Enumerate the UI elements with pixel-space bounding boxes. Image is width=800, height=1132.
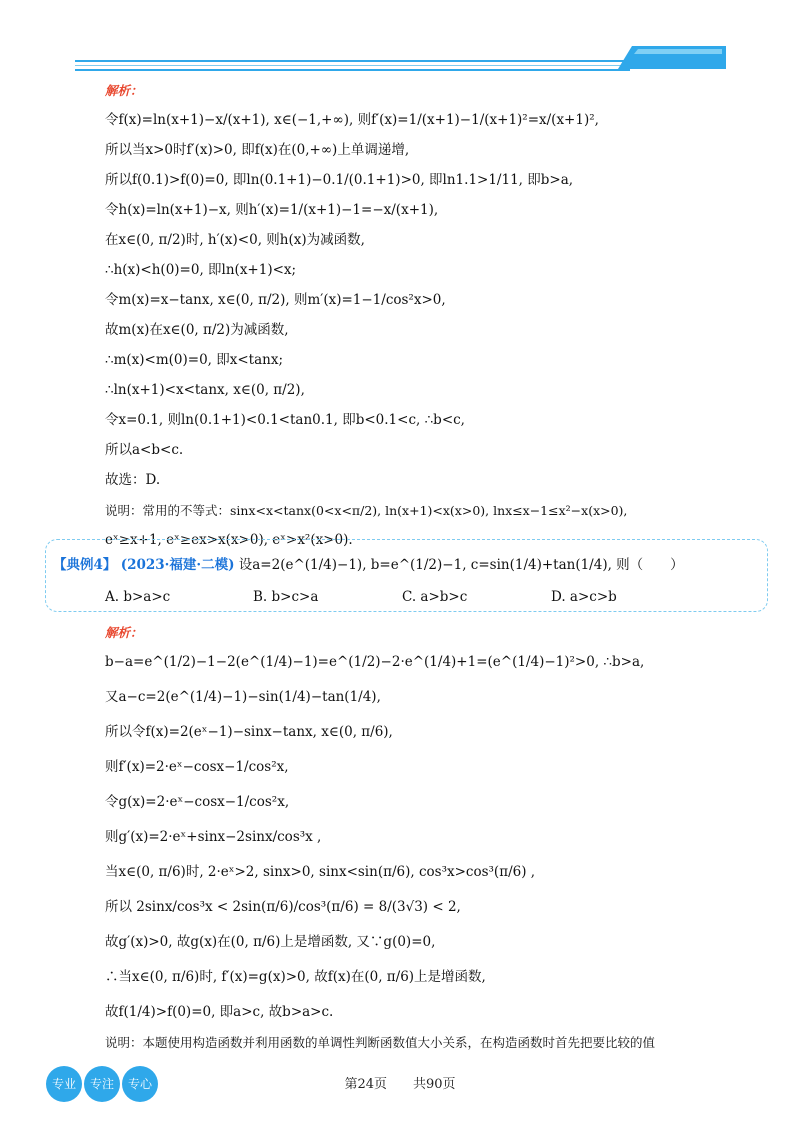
solution-label: 解析：	[105, 625, 143, 640]
solution-line: 所以a<b<c.	[105, 442, 184, 458]
option-a: A. b>a>c	[105, 589, 171, 605]
solution-line: 则f′(x)=2·eˣ−cosx−1/cos²x,	[105, 759, 289, 775]
solution-line: 令m(x)=x−tanx, x∈(0, π/2), 则m′(x)=1−1/cos²x>0,	[105, 292, 446, 308]
solution-line: 所以令f(x)=2(eˣ−1)−sinx−tanx, x∈(0, π/6),	[105, 724, 393, 740]
solution-2	[105, 618, 725, 1051]
solution-line: 故选：D.	[105, 472, 161, 488]
solution-1	[105, 76, 725, 549]
solution-label: 解析：	[105, 83, 143, 98]
solution-line: 又a−c=2(e^(1/4)−1)−sin(1/4)−tan(1/4),	[105, 689, 381, 705]
solution-line: 令g(x)=2·eˣ−cosx−1/cos²x,	[105, 794, 290, 810]
problem-source: (2023·福建·二模)	[120, 557, 235, 573]
solution-line: 故m(x)在x∈(0, π/2)为减函数,	[105, 322, 289, 338]
note-line: eˣ≥x+1, eˣ≥ex>x(x>0), eˣ>x²(x>0).	[105, 532, 353, 548]
solution-line: 令x=0.1, 则ln(0.1+1)<0.1<tan0.1, 即b<0.1<c, ∴b<c,	[105, 412, 465, 428]
problem-text: 设a=2(e^(1/4)−1), b=e^(1/2)−1, c=sin(1/4)+tan(1/4), 则（ ）	[238, 557, 684, 573]
solution-line: 所以当x>0时f′(x)>0, 即f(x)在(0,+∞)上单调递增,	[105, 142, 410, 158]
badge-zhuanye: 专业	[46, 1066, 82, 1102]
option-b: B. b>c>a	[253, 589, 319, 605]
solution-line: 故g′(x)>0, 故g(x)在(0, π/6)上是增函数, 又∵g(0)=0,	[105, 934, 436, 950]
option-c: C. a>b>c	[402, 589, 468, 605]
problem-stem	[53, 553, 684, 573]
page-number: 第24页 共90页	[344, 1077, 456, 1092]
solution-line: 令f(x)=ln(x+1)−x/(x+1), x∈(−1,+∞), 则f′(x)=1/(x+1)−1/(x+1)²=x/(x+1)²,	[105, 112, 599, 128]
solution-line: b−a=e^(1/2)−1−2(e^(1/4)−1)=e^(1/2)−2·e^(1/4)+1=(e^(1/4)−1)²>0, ∴b>a,	[105, 654, 645, 670]
solution-line: 所以 2sinx/cos³x < 2sin(π/6)/cos³(π/6) = 8/(3√3) < 2,	[105, 899, 461, 915]
note-line: 说明：本题使用构造函数并利用函数的单调性判断函数值大小关系，在构造函数时首先把要比较的值	[105, 1035, 656, 1050]
header-rule	[75, 60, 630, 72]
solution-line: ∴ln(x+1)<x<tanx, x∈(0, π/2),	[105, 382, 305, 398]
solution-line: 故f(1/4)>f(0)=0, 即a>c, 故b>a>c.	[105, 1004, 334, 1020]
solution-line: 当x∈(0, π/6)时, 2·eˣ>2, sinx>0, sinx<sin(π/6), cos³x>cos³(π/6) ,	[105, 864, 536, 880]
solution-line: ∴当x∈(0, π/6)时, f′(x)=g(x)>0, 故f(x)在(0, π/6)上是增函数,	[105, 969, 486, 985]
header-tab-shape	[618, 46, 726, 69]
solution-line: 令h(x)=ln(x+1)−x, 则h′(x)=1/(x+1)−1=−x/(x+1),	[105, 202, 439, 218]
option-d: D. a>c>b	[551, 589, 617, 605]
badge-zhuanzhu: 专注	[84, 1066, 120, 1102]
solution-line: ∴m(x)<m(0)=0, 即x<tanx;	[105, 352, 284, 368]
problem-tag: 【典例4】	[53, 557, 117, 573]
note-line: 说明：常用的不等式：sinx<x<tanx(0<x<π/2), ln(x+1)<x(x>0), lnx≤x−1≤x²−x(x>0),	[105, 503, 628, 518]
solution-line: ∴h(x)<h(0)=0, 即ln(x+1)<x;	[105, 262, 297, 278]
solution-line: 在x∈(0, π/2)时, h′(x)<0, 则h(x)为减函数,	[105, 232, 365, 248]
badge-zhuanxin: 专心	[122, 1066, 158, 1102]
solution-line: 则g′(x)=2·eˣ+sinx−2sinx/cos³x ,	[105, 829, 322, 845]
solution-line: 所以f(0.1)>f(0)=0, 即ln(0.1+1)−0.1/(0.1+1)>0, 即ln1.1>1/11, 即b>a,	[105, 172, 574, 188]
